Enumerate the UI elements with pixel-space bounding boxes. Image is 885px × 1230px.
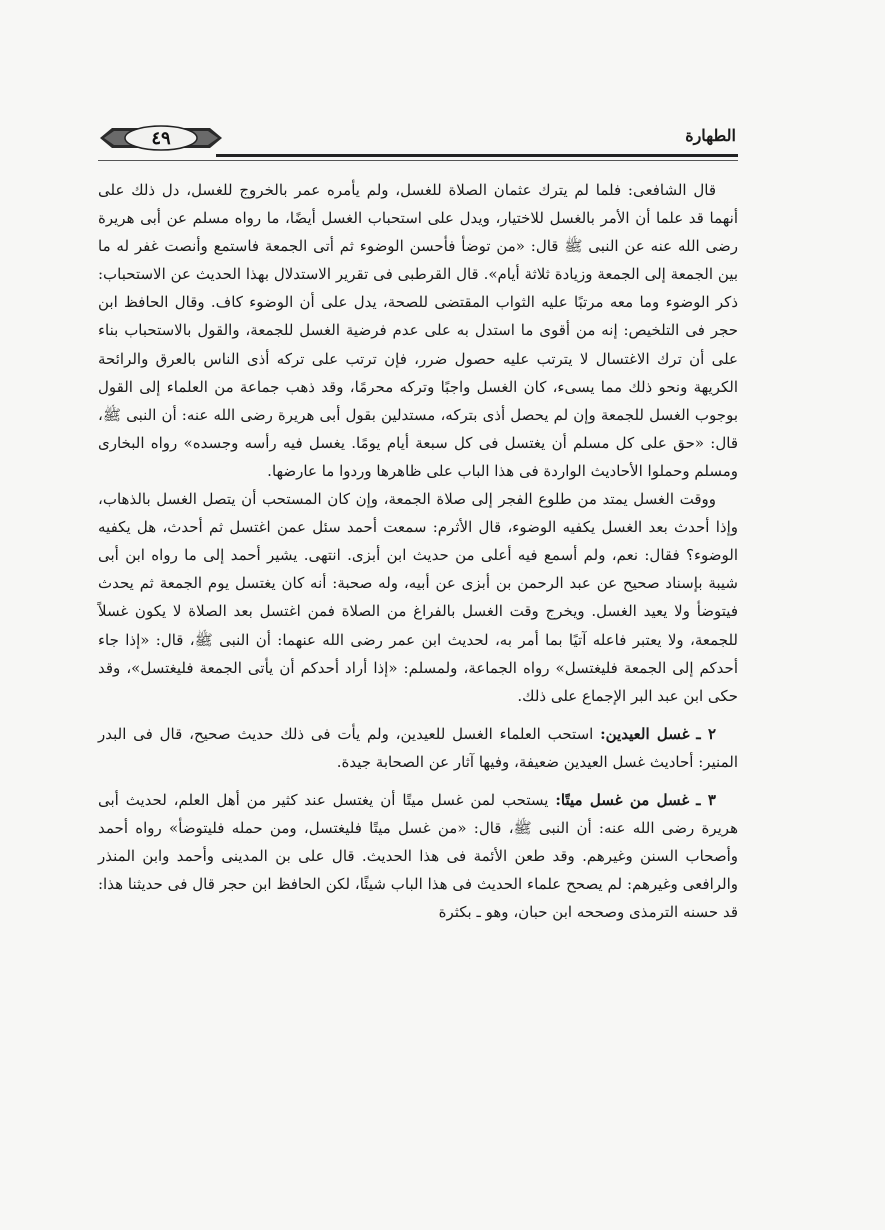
page-number: ٤٩: [151, 128, 171, 149]
header-rule-thin: [98, 160, 738, 161]
page-header: [98, 118, 738, 164]
paragraph-heading: غسل العيدين:: [600, 724, 690, 743]
paragraph-text: قال الشافعى: فلما لم يترك عثمان الصلاة للغسل، ولم يأمره عمر بالخروج للغسل، دل ذلك على أنهما قد علما أن الأمر بالغسل للاختيار، ويدل على استحباب الغسل أيضًا، ما رواه مسلم عن أبى هريرة رضى الله عنه عن النبى ﷺ قال: «من توضأ فأحسن الوضوء ثم أتى الجمعة فاستمع وأنصت غفر له ما بين الجمعة إلى الجمعة وزيادة ثلاثة أيام». قال القرطبى فى تقرير الاستدلال بهذا الحديث عن الاستحباب: ذكر الوضوء وما معه مرتبًا عليه الثواب المقتضى للصحة، يدل على أن الوضوء كاف. وقال الحافظ ابن حجر فى التلخيص: إنه من أقوى ما استدل به على عدم فرضية الغسل للجمعة، والقول بالاستحباب بناء على أن ترك الاغتسال لا يترتب عليه حصول ضرر، فإن ترتب على تركه أذى الناس بالعرق والرائحة الكريهة ونحو ذلك مما يسىء، كان الغسل واجبًا وتركه محرمًا، وقد ذهب جماعة من العلماء إلى القول بوجوب الغسل للجمعة وإن لم يحصل أذى بتركه، مستدلين بقول أبى هريرة رضى الله عنه: أن النبى ﷺ، قال: «حق على كل مسلم أن يغتسل فى كل سبعة أيام يومًا. يغسل فيه رأسه وجسده» رواه البخارى ومسلم وحملوا الأحاديث الواردة فى هذا الباب على ظاهرها وردوا ما عارضها.: [98, 181, 738, 480]
paragraph: [98, 720, 738, 776]
page-body: [98, 176, 738, 926]
paragraph-number: ٣ ـ: [696, 790, 716, 809]
paragraph-text: ووقت الغسل يمتد من طلوع الفجر إلى صلاة الجمعة، وإن كان المستحب أن يتصل الغسل بالذهاب، وإذا أحدث بعد الغسل يكفيه الوضوء، قال الأثرم: سمعت أحمد سئل عمن اغتسل ثم أحدث، هل يكفيه الوضوء؟ فقال: نعم، ولم أسمع فيه أعلى من حديث ابن أبزى. انتهى. يشير أحمد إلى ما رواه ابن أبى شيبة بإسناد صحيح عن عبد الرحمن بن أبزى عن أبيه، وله صحبة: أنه كان يغتسل يوم الجمعة ثم يحدث فيتوضأ ولا يعيد الغسل. ويخرج وقت الغسل بالفراغ من الصلاة فمن اغتسل بعد الصلاة لا يكون غسلاً للجمعة، ولا يعتبر فاعله آتيًا بما أمر به، لحديث ابن عمر رضى الله عنهما: أن النبى ﷺ، قال: «إذا جاء أحدكم إلى الجمعة فليغتسل» رواه الجماعة، ولمسلم: «إذا أراد أحدكم أن يأتى الجمعة فليغتسل»، وقد حكى ابن عبد البر الإجماع على ذلك.: [98, 490, 738, 705]
paragraph-heading: غسل من غسل ميتًا:: [555, 790, 690, 809]
paragraph-text: استحب العلماء الغسل للعيدين، ولم يأت فى ذلك حديث صحيح، قال فى البدر المنير: أحاديث غسل العيدين ضعيفة، وفيها آثار عن الصحابة جيدة.: [98, 724, 738, 771]
header-rule: [216, 154, 738, 157]
paragraph-number: ٢ ـ: [696, 724, 717, 743]
paragraph: [98, 485, 738, 710]
paragraph-text: يستحب لمن غسل ميتًا أن يغتسل عند كثير من أهل العلم، لحديث أبى هريرة رضى الله عنه: أن النبى ﷺ، قال: «من غسل ميتًا فليغتسل، ومن حمله فليتوضأ» رواه أحمد وأصحاب السنن وغيرهم. وقد طعن الأئمة فى هذا الحديث. قال على بن المدينى وأحمد وابن المنذر والرافعى وغيرهم: لم يصحح علماء الحديث فى هذا الباب شيئًا، لكن الحافظ ابن حجر قال فى حديثنا هذا: قد حسنه الترمذى وصححه ابن حبان، وهو ـ بكثرة: [98, 790, 738, 922]
paragraph: [98, 786, 738, 926]
chapter-title: الطهارة: [685, 126, 736, 145]
paragraph: [98, 176, 738, 485]
